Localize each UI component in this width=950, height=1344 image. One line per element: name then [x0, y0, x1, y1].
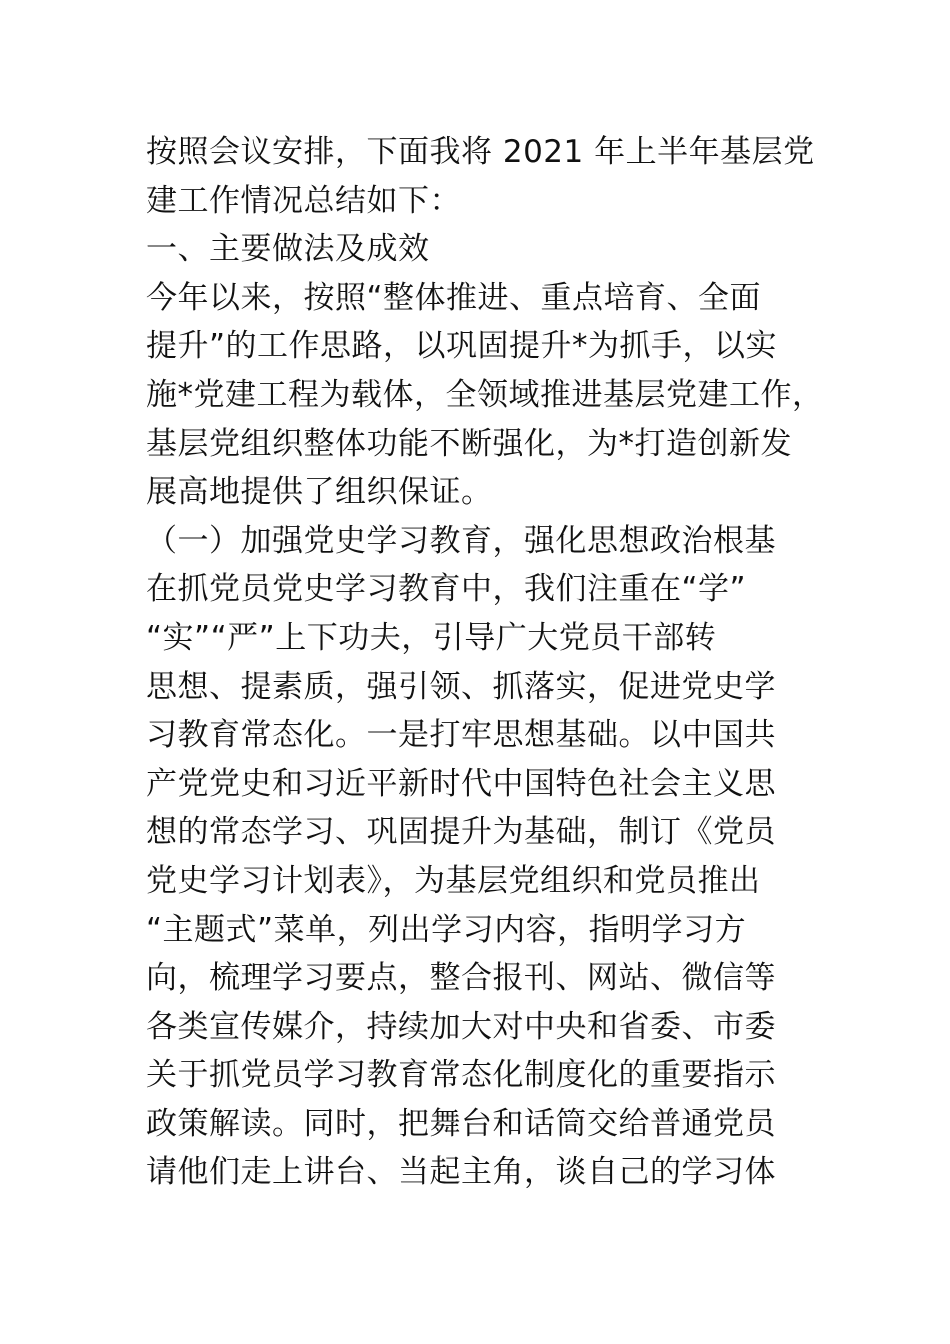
- text-line: 在抓党员党史学习教育中，我们注重在“学”: [146, 571, 747, 608]
- text-line: 建工作情况总结如下：: [146, 182, 461, 219]
- text-line: “实”“严”上下功夫，引导广大党员干部转: [146, 619, 717, 656]
- text-line: 施*党建工程为载体，全领域推进基层党建工作，: [146, 376, 824, 413]
- text-line: 思想、提素质，强引领、抓落实，促进党史学: [146, 668, 776, 705]
- text-line: 今年以来，按照“整体推进、重点培育、全面: [146, 279, 762, 316]
- text-line: 提升”的工作思路，以巩固提升*为抓手，以实: [146, 328, 778, 365]
- subsection-heading: （一）加强党史学习教育，强化思想政治根基: [146, 522, 776, 559]
- body-text: [146, 128, 824, 1197]
- text-line: 展高地提供了组织保证。: [146, 474, 493, 511]
- text-line: 党史学习计划表》，为基层党组织和党员推出: [146, 862, 761, 899]
- text-line: 按照会议安排，下面我将 2021 年上半年基层党: [146, 134, 815, 170]
- text-line: “主题式”菜单，列出学习内容，指明学习方: [146, 911, 747, 948]
- text-line: 想的常态学习、巩固提升为基础，制订《党员: [146, 814, 776, 851]
- text-line: 产党党史和习近平新时代中国特色社会主义思: [146, 765, 776, 802]
- text-line: 基层党组织整体功能不断强化，为*打造创新发: [146, 425, 792, 462]
- section-heading: 一、主要做法及成效: [146, 231, 430, 268]
- text-line: 政策解读。同时，把舞台和话筒交给普通党员: [146, 1105, 776, 1142]
- text-line: 关于抓党员学习教育常态化制度化的重要指示: [146, 1057, 776, 1094]
- text-line: 请他们走上讲台、当起主角，谈自己的学习体: [146, 1154, 776, 1191]
- text-line: 向，梳理学习要点，整合报刊、网站、微信等: [146, 960, 776, 997]
- text-line: 习教育常态化。一是打牢思想基础。以中国共: [146, 717, 776, 754]
- text-line: 各类宣传媒介，持续加大对中央和省委、市委: [146, 1008, 776, 1045]
